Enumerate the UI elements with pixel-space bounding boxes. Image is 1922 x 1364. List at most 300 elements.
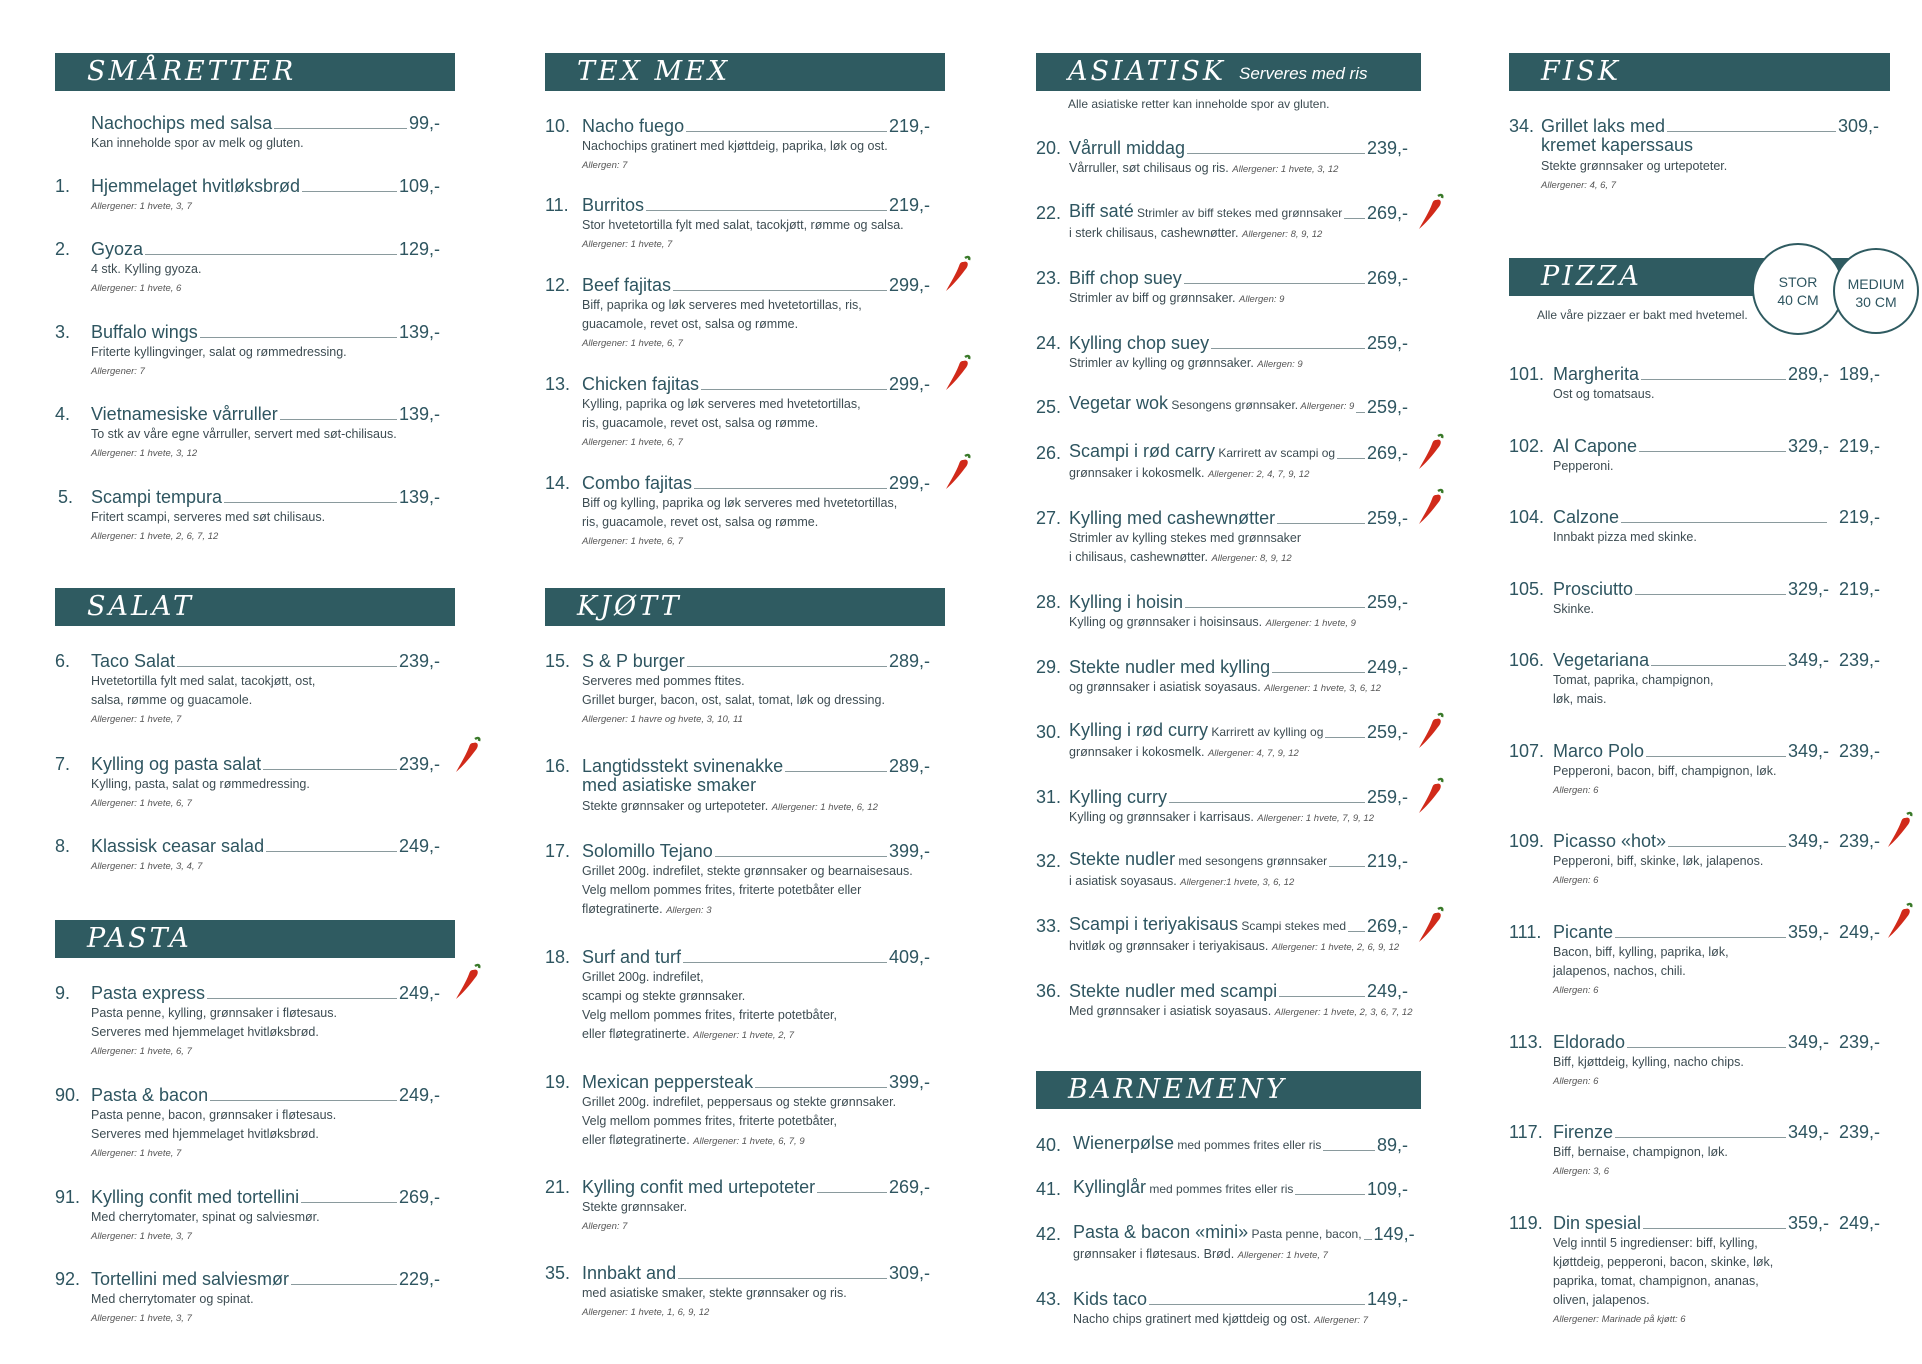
item-number: 33. bbox=[1036, 916, 1062, 936]
item-description: Med cherrytomater og spinat. bbox=[91, 1292, 254, 1306]
leader-line bbox=[785, 771, 887, 772]
section-header-texmex bbox=[545, 53, 945, 91]
item-number: 18. bbox=[545, 947, 571, 967]
item-description: Velg mellom pommes frites, friterte potetbåter eller bbox=[582, 883, 862, 897]
item-name: Hjemmelaget hvitløksbrød bbox=[91, 176, 301, 196]
item-allergens: Allergener: Marinade på kjøtt: 6 bbox=[1553, 1314, 1686, 1325]
item-price-medium: 189,- bbox=[1839, 364, 1881, 384]
item-price: 229,- bbox=[398, 1269, 440, 1289]
leader-line bbox=[1295, 1194, 1365, 1195]
item-description: fløtegratinerte. bbox=[582, 902, 663, 916]
item-price: 259,- bbox=[1366, 592, 1408, 612]
leader-line bbox=[1651, 665, 1786, 666]
item-number: 113. bbox=[1509, 1032, 1543, 1052]
item-price-medium: 239,- bbox=[1839, 1122, 1881, 1142]
leader-line bbox=[291, 1284, 397, 1285]
item-allergens: Allergener: 1 hvete, 6 bbox=[91, 283, 182, 294]
item-allergens: Allergener: 1 hvete, 6, 7 bbox=[582, 437, 683, 448]
item-description: Pasta penne, bacon, grønnsaker i fløtesaus. bbox=[91, 1108, 337, 1122]
item-name: Taco Salat bbox=[91, 651, 176, 671]
item-price-large: 359,- bbox=[1787, 1213, 1829, 1233]
item-description: Innbakt pizza med skinke. bbox=[1553, 530, 1697, 544]
leader-line bbox=[1615, 937, 1786, 938]
item-price-medium: 219,- bbox=[1839, 579, 1881, 599]
item-price: 99,- bbox=[408, 113, 440, 133]
item-name: Innbakt and bbox=[582, 1263, 677, 1283]
leader-line bbox=[263, 769, 397, 770]
leader-line bbox=[1344, 218, 1365, 219]
item-description: guacamole, revet ost, salsa og rømme. bbox=[582, 317, 799, 331]
leader-line bbox=[1185, 607, 1365, 608]
item-allergens: Allergener: 1 hvete, 6, 7 bbox=[582, 338, 683, 349]
item-number: 117. bbox=[1509, 1122, 1543, 1142]
leader-line bbox=[1668, 846, 1786, 847]
item-number: 3. bbox=[55, 322, 71, 342]
item-description: Bacon, biff, kylling, paprika, løk, bbox=[1553, 945, 1729, 959]
item-description: Nacho chips gratinert med kjøttdeig og ost. bbox=[1073, 1312, 1311, 1326]
leader-line bbox=[694, 488, 887, 489]
item-name: Nacho fuego bbox=[582, 116, 685, 136]
leader-line bbox=[145, 254, 397, 255]
item-number: 34. bbox=[1509, 116, 1535, 136]
leader-line bbox=[200, 337, 397, 338]
item-price: 149,- bbox=[1366, 1289, 1408, 1309]
item-description: Biff, kjøttdeig, kylling, nacho chips. bbox=[1553, 1055, 1744, 1069]
item-description: Velg mellom pommes frites, friterte potetbåter, bbox=[582, 1008, 837, 1022]
leader-line bbox=[673, 290, 887, 291]
item-allergens: Allergener: 1 hvete, 2, 6, 7, 12 bbox=[91, 531, 219, 542]
item-name: Scampi i rød carry bbox=[1069, 441, 1216, 461]
item-price: 399,- bbox=[888, 841, 930, 861]
item-description: paprika, tomat, champignon, ananas, bbox=[1553, 1274, 1759, 1288]
leader-line bbox=[224, 502, 397, 503]
item-name: Picasso «hot» bbox=[1553, 831, 1667, 851]
item-allergens: Allergener: 1 hvete, 3, 7 bbox=[91, 201, 192, 212]
item-number: 24. bbox=[1036, 333, 1062, 353]
item-number: 17. bbox=[545, 841, 571, 861]
item-name: Tortellini med salviesmør bbox=[91, 1269, 290, 1289]
item-description: Vårruller, søt chilisaus og ris. bbox=[1069, 161, 1229, 175]
leader-line bbox=[302, 191, 397, 192]
item-name: Stekte nudler med kylling bbox=[1069, 657, 1271, 677]
item-description: Kylling og grønnsaker i karrisaus. bbox=[1069, 810, 1254, 824]
item-number: 43. bbox=[1036, 1289, 1062, 1309]
chili-icon bbox=[1416, 905, 1446, 945]
item-price: 259,- bbox=[1366, 722, 1408, 742]
item-allergens: Allergener: 1 hvete, 7 bbox=[1237, 1250, 1328, 1261]
item-price: 269,- bbox=[888, 1177, 930, 1197]
item-price: 219,- bbox=[888, 195, 930, 215]
item-number: 11. bbox=[545, 195, 569, 215]
item-name: Kids taco bbox=[1073, 1289, 1148, 1309]
item-price-large: 359,- bbox=[1787, 922, 1829, 942]
item-number: 13. bbox=[545, 374, 571, 394]
item-description: Friterte kyllingvinger, salat og rømmedressing. bbox=[91, 345, 347, 359]
leader-line bbox=[1364, 1239, 1372, 1240]
item-name: Vegetariana bbox=[1553, 650, 1650, 670]
item-price-large: 329,- bbox=[1787, 436, 1829, 456]
item-name: Pasta express bbox=[91, 983, 206, 1003]
item-name: Biff chop suey bbox=[1069, 268, 1182, 288]
item-price: 289,- bbox=[888, 756, 930, 776]
item-price: 239,- bbox=[398, 754, 440, 774]
leader-line bbox=[715, 856, 887, 857]
item-name: Al Capone bbox=[1553, 436, 1638, 456]
leader-line bbox=[274, 128, 407, 129]
item-description: i chilisaus, cashewnøtter. bbox=[1069, 550, 1208, 564]
item-price-medium: 239,- bbox=[1839, 1032, 1881, 1052]
item-name: Kyllinglår bbox=[1073, 1177, 1147, 1197]
item-price: 139,- bbox=[398, 322, 440, 342]
item-description: Serveres med hjemmelaget hvitløksbrød. bbox=[91, 1127, 319, 1141]
item-name: Beef fajitas bbox=[582, 275, 672, 295]
column-2 bbox=[545, 0, 945, 1364]
item-description: grønnsaker i fløtesaus. Brød. bbox=[1073, 1247, 1235, 1261]
item-allergens: Allergener: 8, 9, 12 bbox=[1211, 553, 1292, 564]
item-number: 91. bbox=[55, 1187, 81, 1207]
item-name: Kylling med cashewnøtter bbox=[1069, 508, 1276, 528]
item-name: Eldorado bbox=[1553, 1032, 1626, 1052]
item-description: Tomat, paprika, champignon, bbox=[1553, 673, 1714, 687]
item-description: Stekte grønnsaker og urtepoteter. bbox=[1541, 159, 1728, 173]
item-description: Pepperoni, bacon, biff, champignon, løk. bbox=[1553, 764, 1777, 778]
item-allergens: Allergener: 1 hvete, 3, 6, 12 bbox=[1264, 683, 1381, 694]
item-allergens: Allergener: 1 hvete, 3, 7 bbox=[91, 1313, 192, 1324]
item-number: 119. bbox=[1509, 1213, 1543, 1233]
section-title: SMÅRETTER bbox=[87, 56, 297, 87]
item-description: salsa, rømme og guacamole. bbox=[91, 693, 253, 707]
item-allergens: Allergen: 7 bbox=[582, 1221, 628, 1232]
item-allergens: Allergener: 7 bbox=[91, 366, 145, 377]
item-allergens: Allergen: 3, 6 bbox=[1553, 1166, 1609, 1177]
chili-icon bbox=[453, 735, 483, 775]
item-name: Pasta & bacon bbox=[91, 1085, 209, 1105]
item-description: jalapenos, nachos, chili. bbox=[1553, 964, 1686, 978]
chili-icon bbox=[1416, 487, 1446, 527]
item-allergens: Allergen: 3 bbox=[666, 905, 712, 916]
item-number: 41. bbox=[1036, 1179, 1062, 1199]
chili-icon bbox=[1416, 192, 1446, 232]
leader-line bbox=[266, 851, 397, 852]
item-allergens: Allergener:1 hvete, 3, 6, 12 bbox=[1180, 877, 1295, 888]
item-name: Prosciutto bbox=[1553, 579, 1634, 599]
item-number: 21. bbox=[545, 1177, 571, 1197]
item-number: 10. bbox=[545, 116, 571, 136]
leader-line bbox=[207, 998, 397, 999]
item-name: Kylling curry bbox=[1069, 787, 1168, 807]
item-number: 90. bbox=[55, 1085, 81, 1105]
item-number: 7. bbox=[55, 754, 71, 774]
item-inline-description: med pommes frites eller ris bbox=[1146, 1182, 1294, 1196]
item-price: 129,- bbox=[398, 239, 440, 259]
item-allergens: Allergener: 1 hvete, 2, 6, 9, 12 bbox=[1271, 942, 1400, 953]
item-price: 109,- bbox=[398, 176, 440, 196]
item-number: 12. bbox=[545, 275, 571, 295]
item-description: 4 stk. Kylling gyoza. bbox=[91, 262, 202, 276]
item-description: Grillet 200g. indrefilet, stekte grønnsaker og bearnaisesaus. bbox=[582, 864, 913, 878]
item-description: Pasta penne, kylling, grønnsaker i fløtesaus. bbox=[91, 1006, 337, 1020]
item-price-medium: 239,- bbox=[1839, 831, 1881, 851]
chili-icon bbox=[1885, 810, 1915, 850]
item-number: 14. bbox=[545, 473, 571, 493]
leader-line bbox=[1277, 523, 1365, 524]
item-allergens: Allergener: 1 havre og hvete, 3, 10, 11 bbox=[582, 714, 743, 725]
chili-icon bbox=[943, 353, 973, 393]
leader-line bbox=[1635, 594, 1786, 595]
item-name: Scampi i teriyakisaus bbox=[1069, 914, 1239, 934]
item-number: 42. bbox=[1036, 1224, 1062, 1244]
item-description: eller fløtegratinerte. bbox=[582, 1133, 690, 1147]
item-number: 16. bbox=[545, 756, 571, 776]
item-description: Grillet 200g. indrefilet, bbox=[582, 970, 704, 984]
item-price: 89,- bbox=[1376, 1135, 1408, 1155]
size-value: 40 CM bbox=[1777, 292, 1819, 308]
item-name: Kylling i hoisin bbox=[1069, 592, 1184, 612]
item-allergens: Allergener: 1 hvete, 7 bbox=[91, 1148, 182, 1159]
item-price-medium: 249,- bbox=[1839, 922, 1881, 942]
chili-icon bbox=[1416, 776, 1446, 816]
chili-icon bbox=[453, 962, 483, 1002]
item-price: 409,- bbox=[888, 947, 930, 967]
item-inline-description: med pommes frites eller ris bbox=[1174, 1138, 1322, 1152]
item-allergens: Allergener: 1 hvete, 6, 7, 9 bbox=[693, 1136, 805, 1147]
item-number: 26. bbox=[1036, 443, 1062, 463]
item-number: 30. bbox=[1036, 722, 1062, 742]
item-price-large: 349,- bbox=[1787, 831, 1829, 851]
item-name-line-2: med asiatiske smaker bbox=[582, 775, 757, 795]
item-name: Kylling og pasta salat bbox=[91, 754, 262, 774]
item-price-large: 349,- bbox=[1787, 1032, 1829, 1052]
item-description: Strimler av kylling stekes med grønnsaker bbox=[1069, 531, 1302, 545]
item-description: Strimler av kylling og grønnsaker. bbox=[1069, 356, 1254, 370]
item-description: scampi og stekte grønnsaker. bbox=[582, 989, 746, 1003]
item-price: 249,- bbox=[1366, 657, 1408, 677]
item-allergens: Allergen: 6 bbox=[1553, 985, 1599, 996]
item-name-line-2: kremet kaperssaus bbox=[1541, 135, 1694, 155]
item-allergens: Allergener: 7 bbox=[1314, 1315, 1368, 1326]
column-4 bbox=[1509, 0, 1922, 1364]
item-description: Stor hvetetortilla fylt med salat, tacokjøtt, rømme og salsa. bbox=[582, 218, 904, 232]
item-allergens: Allergener: 1 hvete, 3, 4, 7 bbox=[91, 861, 203, 872]
item-allergens: Allergener: 1 hvete, 3, 12 bbox=[1232, 164, 1339, 175]
item-name: Klassisk ceasar salad bbox=[91, 836, 265, 856]
item-name: Chicken fajitas bbox=[582, 374, 700, 394]
chili-icon bbox=[1416, 432, 1446, 472]
item-allergens: Allergener: 1 hvete, 6, 7 bbox=[91, 1046, 192, 1057]
item-price-medium: 249,- bbox=[1839, 1213, 1881, 1233]
leader-line bbox=[280, 419, 397, 420]
item-price-large: 349,- bbox=[1787, 1122, 1829, 1142]
leader-line bbox=[1211, 348, 1365, 349]
item-number: 1. bbox=[55, 176, 71, 196]
item-description: Kylling, paprika og løk serveres med hvetetortillas, bbox=[582, 397, 861, 411]
item-number: 104. bbox=[1509, 507, 1545, 527]
leader-line bbox=[678, 1278, 887, 1279]
item-name: Vegetar wok bbox=[1069, 393, 1169, 413]
item-number: 40. bbox=[1036, 1135, 1062, 1155]
item-number: 25. bbox=[1036, 397, 1062, 417]
item-name: Stekte nudler med scampi bbox=[1069, 981, 1278, 1001]
item-description: Velg inntil 5 ingredienser: biff, kylling, bbox=[1553, 1236, 1758, 1250]
item-name: Vietnamesiske vårruller bbox=[91, 404, 278, 424]
leader-line bbox=[1323, 1150, 1375, 1151]
item-name: Pasta & bacon «mini» bbox=[1073, 1222, 1249, 1242]
item-price: 259,- bbox=[1366, 397, 1408, 417]
item-number: 35. bbox=[545, 1263, 571, 1283]
item-description: Biff, bernaise, champignon, løk. bbox=[1553, 1145, 1728, 1159]
item-price: 239,- bbox=[1366, 138, 1408, 158]
leader-line bbox=[301, 1202, 397, 1203]
item-price: 269,- bbox=[398, 1187, 440, 1207]
item-allergens: Allergener: 1 hvete, 6, 7 bbox=[582, 536, 683, 547]
item-inline-description: Karrirett av scampi og bbox=[1215, 446, 1336, 460]
section-header-pasta bbox=[55, 920, 455, 958]
item-allergens: Allergener: 8, 9, 12 bbox=[1242, 229, 1323, 240]
item-price: 289,- bbox=[888, 651, 930, 671]
item-description: Kylling og grønnsaker i hoisinsaus. bbox=[1069, 615, 1263, 629]
leader-line bbox=[1356, 412, 1365, 413]
item-number: 6. bbox=[55, 651, 71, 671]
chili-icon bbox=[1416, 711, 1446, 751]
item-description: Med cherrytomater, spinat og salviesmør. bbox=[91, 1210, 320, 1224]
item-number: 106. bbox=[1509, 650, 1545, 670]
item-description: Serveres med pommes ftites. bbox=[582, 674, 745, 688]
item-name: Gyoza bbox=[91, 239, 144, 259]
item-number: 19. bbox=[545, 1072, 571, 1092]
item-description: i sterk chilisaus, cashewnøtter. bbox=[1069, 226, 1239, 240]
leader-line bbox=[1621, 522, 1827, 523]
item-number: 15. bbox=[545, 651, 571, 671]
item-description: oliven, jalapenos. bbox=[1553, 1293, 1650, 1307]
item-description: To stk av våre egne vårruller, servert med søt-chilisaus. bbox=[91, 427, 397, 441]
item-number: 4. bbox=[55, 404, 71, 424]
item-number: 27. bbox=[1036, 508, 1062, 528]
item-number: 20. bbox=[1036, 138, 1062, 158]
item-price-large: 349,- bbox=[1787, 741, 1829, 761]
item-allergens: Allergener: 1 hvete, 7 bbox=[582, 239, 673, 250]
leader-line bbox=[1627, 1047, 1786, 1048]
item-description: Grillet 200g. indrefilet, peppersaus og stekte grønnsaker. bbox=[582, 1095, 897, 1109]
item-description: Velg mellom pommes frites, friterte potetbåter, bbox=[582, 1114, 837, 1128]
section-note: Alle våre pizzaer er bakt med hvetemel. bbox=[1537, 308, 1748, 322]
item-price-large: 349,- bbox=[1787, 650, 1829, 670]
item-price: 219,- bbox=[1366, 851, 1408, 871]
leader-line bbox=[1169, 802, 1365, 803]
item-name: Din spesial bbox=[1553, 1213, 1642, 1233]
item-allergens: Allergen: 6 bbox=[1553, 875, 1599, 886]
item-description: Ost og tomatsaus. bbox=[1553, 387, 1655, 401]
item-allergens: Allergener: 1 hvete, 9 bbox=[1265, 618, 1356, 629]
leader-line bbox=[1279, 996, 1365, 997]
item-number: 107. bbox=[1509, 741, 1545, 761]
leader-line bbox=[755, 1087, 887, 1088]
section-title: BARNEMENY bbox=[1068, 1074, 1287, 1105]
chili-icon bbox=[943, 254, 973, 294]
item-description: Biff og kylling, paprika og løk serveres med hvetetortillas, bbox=[582, 496, 898, 510]
item-name: Marco Polo bbox=[1553, 741, 1645, 761]
item-number: 101. bbox=[1509, 364, 1545, 384]
item-inline-description: med sesongens grønnsaker bbox=[1175, 854, 1328, 868]
item-price: 259,- bbox=[1366, 508, 1408, 528]
leader-line bbox=[1348, 931, 1365, 932]
leader-line bbox=[1325, 737, 1365, 738]
item-description: kjøttdeig, pepperoni, bacon, skinke, løk, bbox=[1553, 1255, 1774, 1269]
item-description: i asiatisk soyasaus. bbox=[1069, 874, 1177, 888]
item-number: 32. bbox=[1036, 851, 1062, 871]
item-allergens: Allergener: 1 hvete, 3, 12 bbox=[91, 448, 198, 459]
item-number: 9. bbox=[55, 983, 71, 1003]
item-allergens: Allergener: 2, 4, 7, 9, 12 bbox=[1207, 469, 1310, 480]
item-allergens: Allergener: 1 hvete, 6, 12 bbox=[771, 802, 878, 813]
item-price: 149,- bbox=[1373, 1224, 1415, 1244]
leader-line bbox=[177, 666, 397, 667]
item-inline-description: Sesongens grønnsaker. bbox=[1168, 398, 1299, 412]
item-price: 219,- bbox=[888, 116, 930, 136]
item-name: Picante bbox=[1553, 922, 1614, 942]
item-number: 23. bbox=[1036, 268, 1062, 288]
item-name: Kylling confit med tortellini bbox=[91, 1187, 300, 1207]
leader-line bbox=[1615, 1137, 1786, 1138]
item-number: 2. bbox=[55, 239, 71, 259]
item-name: Vårrull middag bbox=[1069, 138, 1186, 158]
item-description: Serveres med hjemmelaget hvitløksbrød. bbox=[91, 1025, 319, 1039]
leader-line bbox=[1149, 1304, 1365, 1305]
leader-line bbox=[1187, 153, 1365, 154]
item-price: 139,- bbox=[398, 487, 440, 507]
item-price: 249,- bbox=[1366, 981, 1408, 1001]
leader-line bbox=[210, 1100, 397, 1101]
item-price: 259,- bbox=[1366, 333, 1408, 353]
item-description: Med grønnsaker i asiatisk soyasaus. bbox=[1069, 1004, 1272, 1018]
item-price: 249,- bbox=[398, 1085, 440, 1105]
leader-line bbox=[1272, 672, 1365, 673]
section-title: SALAT bbox=[87, 591, 194, 622]
item-name: Stekte nudler bbox=[1069, 849, 1176, 869]
item-allergens: Allergener: 1 hvete, 7 bbox=[91, 714, 182, 725]
item-number: 36. bbox=[1036, 981, 1062, 1001]
item-name: Biff saté bbox=[1069, 201, 1134, 221]
item-allergens: Allergener: 9 bbox=[1298, 401, 1355, 412]
item-price: 239,- bbox=[398, 651, 440, 671]
item-number: 31. bbox=[1036, 787, 1062, 807]
item-name: Kylling confit med urtepoteter bbox=[582, 1177, 816, 1197]
item-number: 111. bbox=[1509, 922, 1542, 942]
item-inline-description: Karrirett av kylling og bbox=[1208, 725, 1324, 739]
item-price: 259,- bbox=[1366, 787, 1408, 807]
item-price: 249,- bbox=[398, 983, 440, 1003]
item-allergens: Allergener: 1 hvete, 1, 6, 9, 12 bbox=[582, 1307, 710, 1318]
item-name: Margherita bbox=[1553, 364, 1640, 384]
item-price: 399,- bbox=[888, 1072, 930, 1092]
item-price-medium: 219,- bbox=[1839, 436, 1881, 456]
item-name: Kylling i rød curry bbox=[1069, 720, 1209, 740]
item-name: Nachochips med salsa bbox=[91, 113, 273, 133]
item-name: Combo fajitas bbox=[582, 473, 693, 493]
item-description: Kylling, pasta, salat og rømmedressing. bbox=[91, 777, 310, 791]
chili-icon bbox=[943, 452, 973, 492]
item-description: løk, mais. bbox=[1553, 692, 1607, 706]
item-description: eller fløtegratinerte. bbox=[582, 1027, 690, 1041]
item-price: 139,- bbox=[398, 404, 440, 424]
item-price: 309,- bbox=[888, 1263, 930, 1283]
item-description: og grønnsaker i asiatisk soyasaus. bbox=[1069, 680, 1261, 694]
item-allergens: Allergen: 6 bbox=[1553, 785, 1599, 796]
column-3 bbox=[1036, 0, 1421, 1364]
section-header-kjott bbox=[545, 588, 945, 626]
section-header-fisk bbox=[1509, 53, 1890, 91]
item-allergens: Allergener: 4, 7, 9, 12 bbox=[1207, 748, 1299, 759]
section-title: FISK bbox=[1541, 56, 1622, 87]
